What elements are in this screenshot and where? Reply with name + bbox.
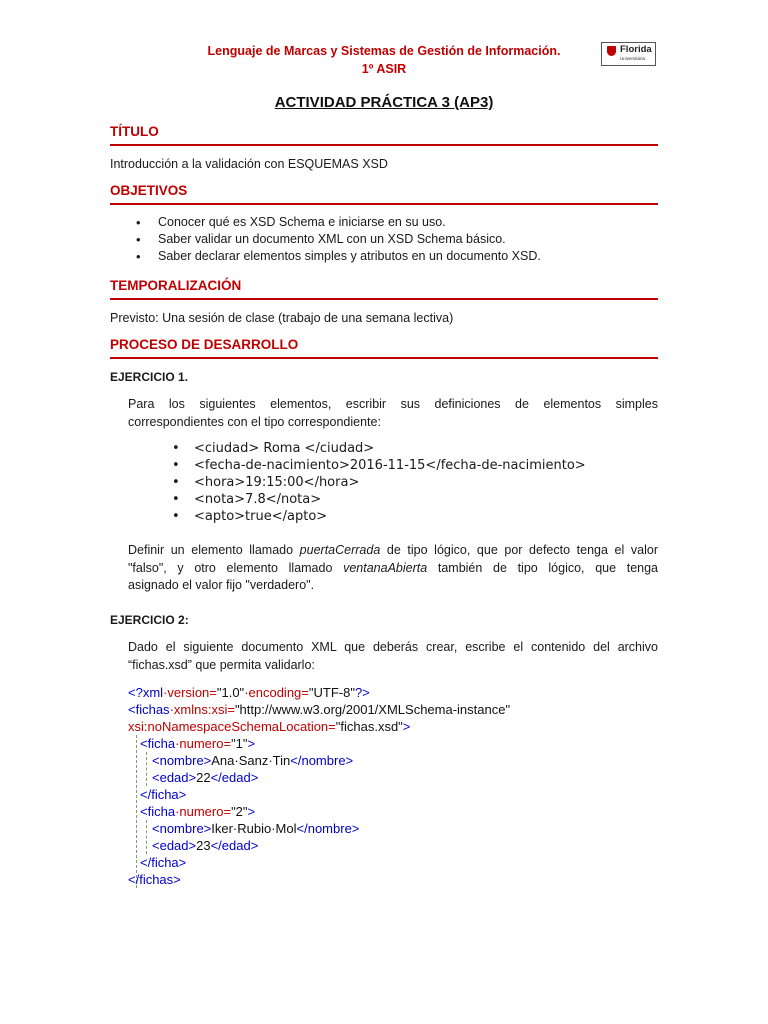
- intro-line: Dado el siguiente documento XML que deberás crear, escribe el contenido del archivo: [128, 640, 658, 654]
- intro-line: correspondientes con el tipo correspondiente:: [128, 414, 381, 429]
- xml-token: <fichas: [128, 702, 170, 717]
- list-item: • Saber validar un documento XML con un XSD Schema básico.: [110, 231, 541, 248]
- section-objetivos: [110, 182, 658, 205]
- xml-code-block: [128, 684, 598, 896]
- ejercicio-2-label: EJERCICIO 2:: [110, 613, 189, 627]
- indent-guide: [146, 752, 147, 786]
- section-heading: TEMPORALIZACIÓN: [110, 278, 242, 293]
- xml-token: </edad>: [210, 838, 259, 853]
- xml-token: ·encoding=: [244, 685, 309, 700]
- xml-token: "2": [231, 804, 248, 819]
- text-run: Definir un elemento llamado: [128, 543, 300, 557]
- xml-line: [140, 803, 255, 820]
- document-title: ACTIVIDAD PRÁCTICA 3 (AP3): [274, 94, 494, 111]
- xml-line: </ficha>: [140, 855, 187, 870]
- xml-token: <ficha: [140, 804, 176, 819]
- course-title: Lenguaje de Marcas y Sistemas de Gestión de Información.: [207, 44, 561, 58]
- section-titulo: [110, 123, 658, 146]
- florida-logo: [601, 42, 656, 66]
- section-heading: OBJETIVOS: [110, 183, 188, 198]
- xml-token: ·xmlns:xsi=: [169, 702, 235, 717]
- xml-line: [152, 752, 353, 769]
- xml-token: "UTF-8": [308, 685, 355, 700]
- xml-token: </nombre>: [290, 753, 354, 768]
- text-run: también de tipo lógico, que tenga: [427, 560, 658, 575]
- xml-token: <?: [128, 685, 143, 700]
- ejercicio-1-definition: [128, 542, 658, 595]
- xml-token: "http://www.w3.org/2001/XMLSchema-instance": [234, 702, 511, 717]
- ejercicio-2-intro: [128, 639, 658, 674]
- intro-line: Para los siguientes elementos, escribir sus definiciones de elementos simples: [128, 397, 658, 411]
- xml-token: </edad>: [210, 770, 259, 785]
- xml-line: [128, 718, 410, 735]
- course-group: 1º ASIR: [361, 62, 407, 76]
- ejercicio-1-intro: [128, 396, 658, 431]
- xml-line: [128, 684, 370, 701]
- list-item: • <fecha-de-nacimiento>2016-11-15</fecha-de-nacimiento>: [128, 457, 586, 474]
- xml-token: ·numero=: [175, 736, 232, 751]
- indent-guide: [136, 735, 137, 888]
- xml-line: </fichas>: [128, 872, 181, 887]
- ejercicio-1-label: EJERCICIO 1.: [110, 370, 189, 384]
- xml-token: xml: [142, 685, 164, 700]
- xml-token: <edad>: [152, 838, 197, 853]
- course-header: [190, 42, 578, 78]
- xml-token: ?>: [354, 685, 370, 700]
- definition-line: asignado el valor fijo "verdadero".: [128, 578, 315, 592]
- xml-token: ·numero=: [175, 804, 232, 819]
- xml-line: [152, 769, 258, 786]
- text-run: "falso", y otro elemento llamado: [128, 560, 344, 575]
- xml-token: >: [247, 804, 256, 819]
- element-name: ventanaAbierta: [343, 560, 428, 575]
- xml-line: [128, 701, 510, 718]
- xml-token: "1": [231, 736, 248, 751]
- objetivos-list: [110, 214, 541, 265]
- xml-token: <nombre>: [152, 821, 212, 836]
- xml-token: <edad>: [152, 770, 197, 785]
- xml-token: "1.0": [216, 685, 245, 700]
- section-proceso: [110, 336, 658, 359]
- xml-token: ·version=: [163, 685, 217, 700]
- list-item: • Saber declarar elementos simples y atributos en un documento XSD.: [110, 248, 541, 265]
- xml-line: [140, 735, 255, 752]
- logo-name: Florida: [620, 44, 652, 55]
- xml-line: [152, 837, 258, 854]
- xml-token: <nombre>: [152, 753, 212, 768]
- definition-line: [128, 542, 658, 560]
- elements-list: [128, 440, 586, 525]
- xml-token: </nombre>: [296, 821, 360, 836]
- shield-icon: [607, 46, 616, 56]
- section-heading: PROCESO DE DESARROLLO: [110, 337, 299, 352]
- element-name: puertaCerrada: [299, 543, 381, 557]
- xml-line: </ficha>: [140, 787, 187, 802]
- xml-token: xsi:noNamespaceSchemaLocation=: [128, 719, 336, 734]
- text-run: de tipo lógico, que por defecto tenga el valor: [380, 543, 658, 557]
- intro-line: “fichas.xsd” que permita validarlo:: [128, 657, 315, 672]
- logo-subtitle: Universitària: [620, 56, 646, 61]
- xml-token: Ana·Sanz·Tin: [211, 753, 291, 768]
- list-item: • Conocer qué es XSD Schema e iniciarse en su uso.: [110, 214, 541, 231]
- xml-token: "fichas.xsd": [335, 719, 403, 734]
- temporalizacion-text: Previsto: Una sesión de clase (trabajo de una semana lectiva): [110, 311, 454, 325]
- titulo-text: Introducción a la validación con ESQUEMAS XSD: [110, 157, 388, 171]
- xml-token: <ficha: [140, 736, 176, 751]
- list-item: • <apto>true</apto>: [128, 508, 586, 525]
- indent-guide: [146, 820, 147, 854]
- xml-token: Iker·Rubio·Mol: [211, 821, 297, 836]
- xml-token: 22: [196, 770, 211, 785]
- xml-token: >: [247, 736, 256, 751]
- section-temporalizacion: [110, 277, 658, 300]
- xml-token: 23: [196, 838, 211, 853]
- definition-line: [128, 560, 658, 578]
- list-item: • <ciudad> Roma </ciudad>: [128, 440, 586, 457]
- list-item: • <nota>7.8</nota>: [128, 491, 586, 508]
- list-item: • <hora>19:15:00</hora>: [128, 474, 586, 491]
- section-heading: TÍTULO: [110, 124, 159, 139]
- xml-token: >: [402, 719, 411, 734]
- xml-line: [152, 820, 359, 837]
